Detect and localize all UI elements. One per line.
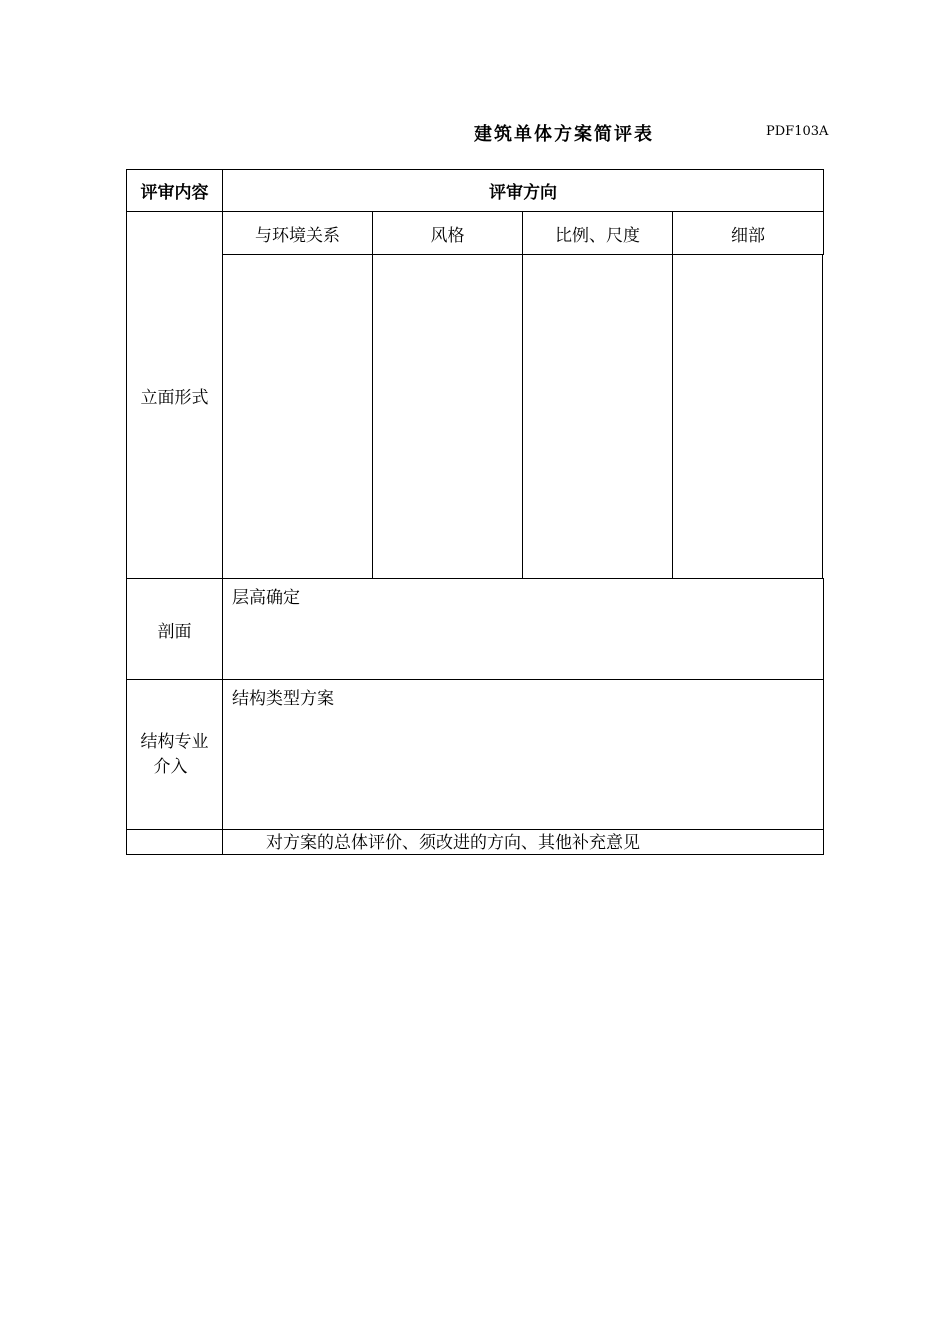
header-review-content [126,169,223,212]
elevation-label-cell [126,211,223,579]
header-review-content-label: 评审内容 [140,183,209,203]
structure-label-cell [126,679,223,830]
subheader-proportion-label: 比例、尺度 [555,225,640,246]
subheader-proportion [522,211,673,255]
subheader-details-label: 细部 [731,225,765,246]
header-review-direction [222,169,824,212]
floor-height-label: 层高确定 [232,588,300,608]
form-code: PDF103A [766,124,829,139]
structure-content-area[interactable] [222,679,824,830]
overall-content-area[interactable] [222,829,824,855]
section-label-cell [126,578,223,680]
section-content-area[interactable] [222,578,824,680]
section-label: 剖面 [157,621,192,642]
structure-type-label: 结构类型方案 [232,689,334,709]
details-input-area[interactable] [672,254,823,579]
overall-comment-label: 对方案的总体评价、须改进的方向、其他补充意见 [266,833,640,853]
subheader-environment-label: 与环境关系 [255,225,340,246]
structure-label [141,730,209,780]
subheader-style-label: 风格 [430,225,465,246]
subheader-style [372,211,523,255]
environment-input-area[interactable] [222,254,373,579]
structure-label-line1: 结构专业 [140,731,209,752]
form-title: 建筑单体方案简评表 [474,124,654,145]
subheader-environment [222,211,373,255]
elevation-label: 立面形式 [140,387,209,408]
proportion-input-area[interactable] [522,254,673,579]
structure-label-line2: 介入 [153,756,188,777]
header-review-direction-label: 评审方向 [489,183,557,203]
subheader-details [672,211,824,255]
style-input-area[interactable] [372,254,523,579]
overall-label-cell [126,829,223,855]
